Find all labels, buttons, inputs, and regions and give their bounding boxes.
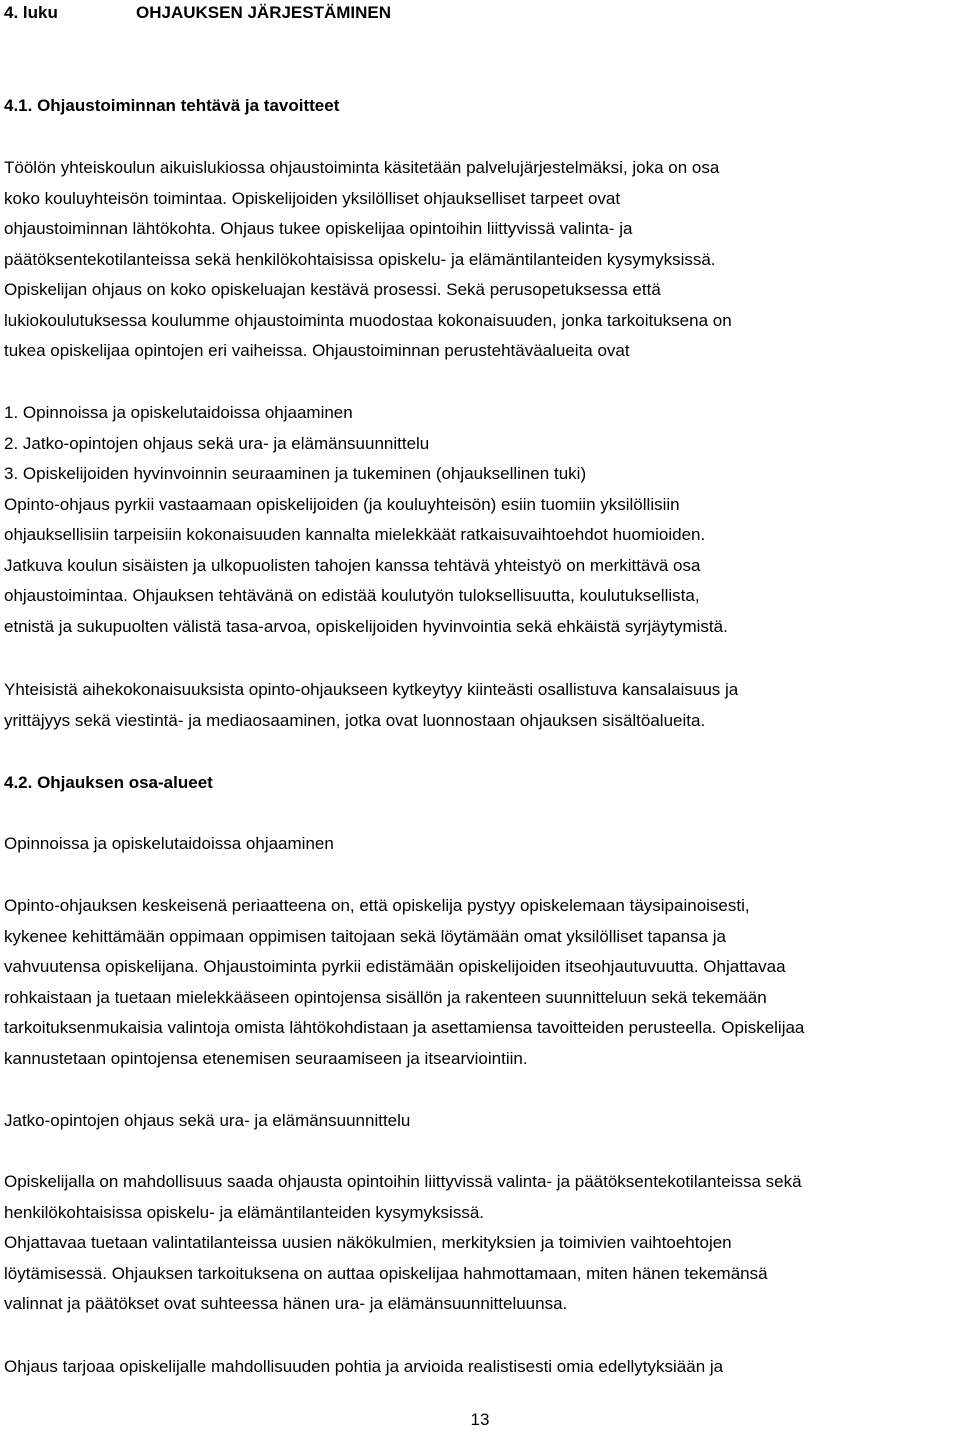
study-guidance-paragraph bbox=[4, 891, 804, 1074]
paragraph-line: Töölön yhteiskoulun aikuislukiossa ohjaustoiminta käsitetään palvelujärjestelmäksi, joka on osa bbox=[4, 158, 720, 177]
paragraph-line: valinnat ja päätökset ovat suhteessa hänen ura- ja elämänsuunnitteluunsa. bbox=[4, 1294, 568, 1313]
list-item: 2. Jatko-opintojen ohjaus sekä ura- ja elämänsuunnittelu bbox=[4, 433, 430, 453]
paragraph-line: Ohjattavaa tuetaan valintatilanteissa uusien näkökulmien, merkityksien ja toimivien vaihtoehtojen bbox=[4, 1233, 732, 1252]
themes-paragraph bbox=[4, 675, 738, 736]
paragraph-line: rohkaistaan ja tuetaan mielekkääseen opintojensa sisällön ja rakenteen suunnitteluun sekä tekemään bbox=[4, 987, 767, 1007]
chapter-number: 4. luku bbox=[4, 3, 58, 22]
paragraph-line: Opinto-ohjaus pyrkii vastaamaan opiskelijoiden (ja kouluyhteisön) esiin tuomiin yksilöllisiin bbox=[4, 494, 680, 514]
paragraph-line: Opiskelijalla on mahdollisuus saada ohjausta opintoihin liittyvissä valinta- ja päätöksentekotilanteissa sekä bbox=[4, 1172, 802, 1191]
intro-paragraph bbox=[4, 153, 732, 367]
paragraph-line: etnistä ja sukupuolten välistä tasa-arvoa, opiskelijoiden hyvinvointia sekä ehkäistä syrjäytymistä. bbox=[4, 616, 728, 636]
paragraph-line: kykenee kehittämään oppimaan oppimisen taitojaan sekä löytämään omat yksilölliset tapansa ja bbox=[4, 926, 726, 946]
paragraph-line: ohjauksellisiin tarpeisiin kokonaisuuden kannalta mielekkäät ratkaisuvaihtoehdot huomioiden. bbox=[4, 525, 706, 544]
page-number: 13 bbox=[470, 1410, 490, 1429]
chapter-heading bbox=[4, 0, 391, 29]
section-heading: 4.2. Ohjauksen osa-alueet bbox=[4, 773, 213, 792]
paragraph-line: henkilökohtaisissa opiskelu- ja elämäntilanteiden kysymyksissä. bbox=[4, 1202, 485, 1222]
paragraph-line: Opiskelijan ohjaus on koko opiskeluajan kestävä prosessi. Sekä perusopetuksessa että bbox=[4, 280, 661, 299]
paragraph-line: päätöksentekotilanteissa sekä henkilökohtaisissa opiskelu- ja elämäntilanteiden kysymyksissä. bbox=[4, 249, 716, 269]
task-area-list bbox=[4, 398, 728, 642]
paragraph-line: Yhteisistä aihekokonaisuuksista opinto-ohjaukseen kytkeytyy kiinteästi osallistuva kansalaisuus ja bbox=[4, 680, 739, 699]
list-item: 3. Opiskelijoiden hyvinvoinnin seuraaminen ja tukeminen (ohjauksellinen tuki) bbox=[4, 464, 587, 483]
chapter-title: OHJAUKSEN JÄRJESTÄMINEN bbox=[136, 3, 392, 22]
section-heading: 4.1. Ohjaustoiminnan tehtävä ja tavoitteet bbox=[4, 96, 340, 115]
paragraph-line: vahvuutensa opiskelijana. Ohjaustoiminta pyrkii edistämään opiskelijoiden itseohjautuvuutta. Ohjattavaa bbox=[4, 957, 786, 976]
paragraph-line: tarkoituksenmukaisia valintoja omista lähtökohdistaan ja asettamiensa tavoitteiden perusteella. Opiskelijaa bbox=[4, 1018, 805, 1037]
subsection-title: Opinnoissa ja opiskelutaidoissa ohjaaminen bbox=[4, 834, 334, 853]
paragraph-line: yrittäjyys sekä viestintä- ja mediaosaaminen, jotka ovat luonnostaan ohjauksen sisältöalueita. bbox=[4, 710, 706, 730]
paragraph-line: koko kouluyhteisön toimintaa. Opiskelijoiden yksilölliset ohjaukselliset tarpeet ovat bbox=[4, 188, 621, 208]
paragraph-line: ohjaustoimintaa. Ohjauksen tehtävänä on edistää koulutyön tuloksellisuutta, koulutuksellista, bbox=[4, 586, 700, 605]
paragraph-line: Jatkuva koulun sisäisten ja ulkopuolisten tahojen kanssa tehtävä yhteistyö on merkittävä osa bbox=[4, 555, 701, 575]
paragraph-line: ohjaustoiminnan lähtökohta. Ohjaus tukee opiskelijaa opintoihin liittyvissä valinta- ja bbox=[4, 219, 633, 238]
career-guidance-paragraph bbox=[4, 1167, 802, 1320]
paragraph-line: Ohjaus tarjoaa opiskelijalle mahdollisuuden pohtia ja arvioida realistisesti omia edellytyksiään ja bbox=[4, 1357, 724, 1376]
list-item: 1. Opinnoissa ja opiskelutaidoissa ohjaaminen bbox=[4, 403, 353, 422]
subsection-title: Jatko-opintojen ohjaus sekä ura- ja elämänsuunnittelu bbox=[4, 1111, 411, 1130]
paragraph-line: löytämisessä. Ohjauksen tarkoituksena on auttaa opiskelijaa hahmottamaan, miten hänen tekemänsä bbox=[4, 1263, 768, 1283]
paragraph-line: tukea opiskelijaa opintojen eri vaiheissa. Ohjaustoiminnan perustehtäväalueita ovat bbox=[4, 341, 630, 360]
paragraph-line: Opinto-ohjauksen keskeisenä periaatteena on, että opiskelija pystyy opiskelemaan täysipainoisesti, bbox=[4, 896, 750, 915]
paragraph-line: kannustetaan opintojensa etenemisen seuraamiseen ja itsearviointiin. bbox=[4, 1048, 528, 1068]
paragraph-line: lukiokoulutuksessa koulumme ohjaustoiminta muodostaa kokonaisuuden, jonka tarkoituksena on bbox=[4, 310, 732, 330]
